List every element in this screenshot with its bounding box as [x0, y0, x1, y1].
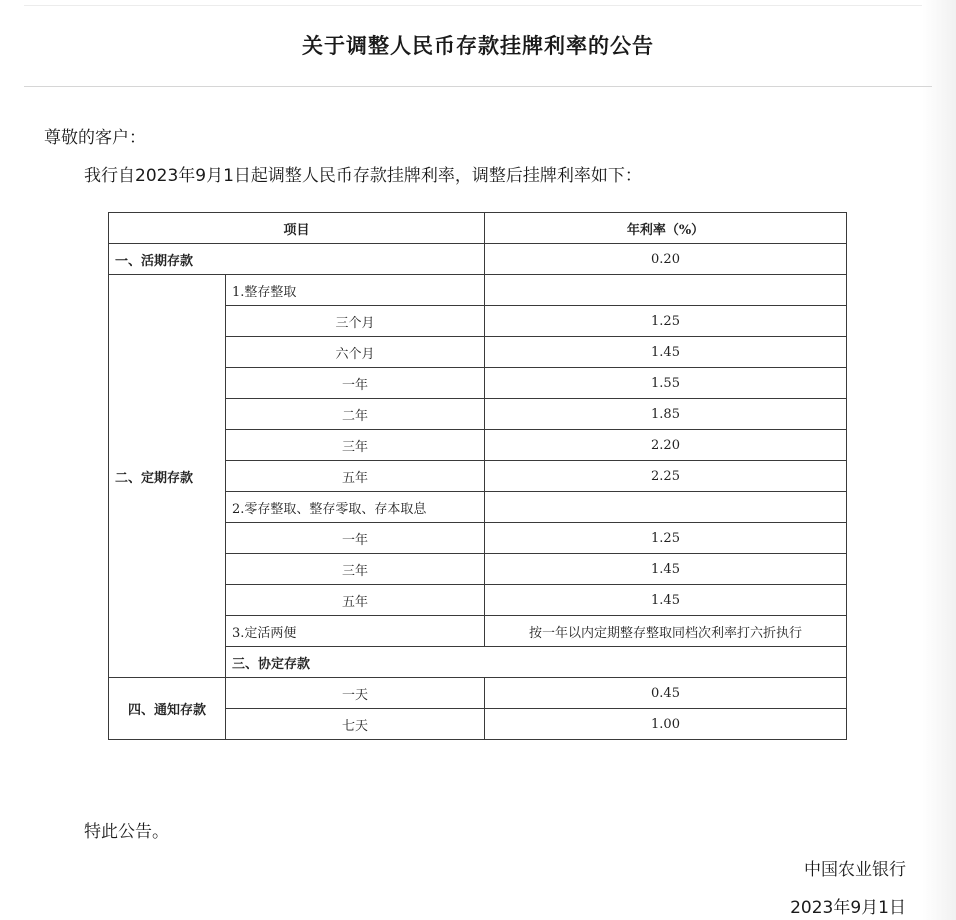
- page-title: 关于调整人民币存款挂牌利率的公告: [302, 34, 654, 58]
- rate-cell: 0.45: [485, 678, 847, 709]
- rate-cell: 2.20: [485, 430, 847, 461]
- subcategory-lump-sum: 1.整存整取: [226, 275, 485, 306]
- table-row: [109, 275, 847, 306]
- top-divider: [24, 5, 932, 6]
- title-divider: [24, 86, 932, 87]
- issuer-bank-name: 中国农业银行: [804, 860, 906, 880]
- subcategory-other-time: 2.零存整取、整存零取、存本取息: [226, 492, 485, 523]
- term-cell: 二年: [226, 399, 485, 430]
- header-rate: 年利率（%）: [485, 213, 847, 244]
- rate-cell-empty: [485, 492, 847, 523]
- rate-table: [108, 212, 847, 740]
- rate-cell-empty: [485, 275, 847, 306]
- rate-cell: 1.85: [485, 399, 847, 430]
- term-cell: 五年: [226, 461, 485, 492]
- rate-cell: 2.25: [485, 461, 847, 492]
- term-cell: 一年: [226, 368, 485, 399]
- table-row: [109, 244, 847, 275]
- term-cell: 三年: [226, 430, 485, 461]
- term-cell: 七天: [226, 709, 485, 740]
- term-cell: 六个月: [226, 337, 485, 368]
- rate-cell: 1.45: [485, 554, 847, 585]
- rate-cell: 1.00: [485, 709, 847, 740]
- header-item: 项目: [109, 213, 485, 244]
- subcategory-flexible: 3.定活两便: [226, 616, 485, 647]
- category-demand-deposit: 一、活期存款: [109, 244, 485, 275]
- rate-cell-note: 按一年以内定期整存整取同档次利率打六折执行: [485, 616, 847, 647]
- closing-text: 特此公告。: [84, 822, 169, 842]
- page-edge-shadow: [922, 0, 956, 920]
- term-cell: 一年: [226, 523, 485, 554]
- rate-cell: 0.20: [485, 244, 847, 275]
- table-header-row: [109, 213, 847, 244]
- term-cell: 五年: [226, 585, 485, 616]
- category-agreement-deposit: 三、协定存款: [226, 647, 847, 678]
- term-cell: 三个月: [226, 306, 485, 337]
- table-row: [109, 678, 847, 709]
- rate-cell: 1.45: [485, 337, 847, 368]
- issue-date: 2023年9月1日: [790, 898, 906, 918]
- intro-paragraph: 我行自2023年9月1日起调整人民币存款挂牌利率，调整后挂牌利率如下：: [84, 166, 642, 186]
- category-time-deposit: 二、定期存款: [109, 275, 226, 678]
- term-cell: 三年: [226, 554, 485, 585]
- rate-cell: 1.45: [485, 585, 847, 616]
- rate-cell: 1.55: [485, 368, 847, 399]
- rate-cell: 1.25: [485, 523, 847, 554]
- salutation: 尊敬的客户：: [44, 128, 146, 148]
- rate-cell: 1.25: [485, 306, 847, 337]
- category-notice-deposit: 四、通知存款: [109, 678, 226, 740]
- term-cell: 一天: [226, 678, 485, 709]
